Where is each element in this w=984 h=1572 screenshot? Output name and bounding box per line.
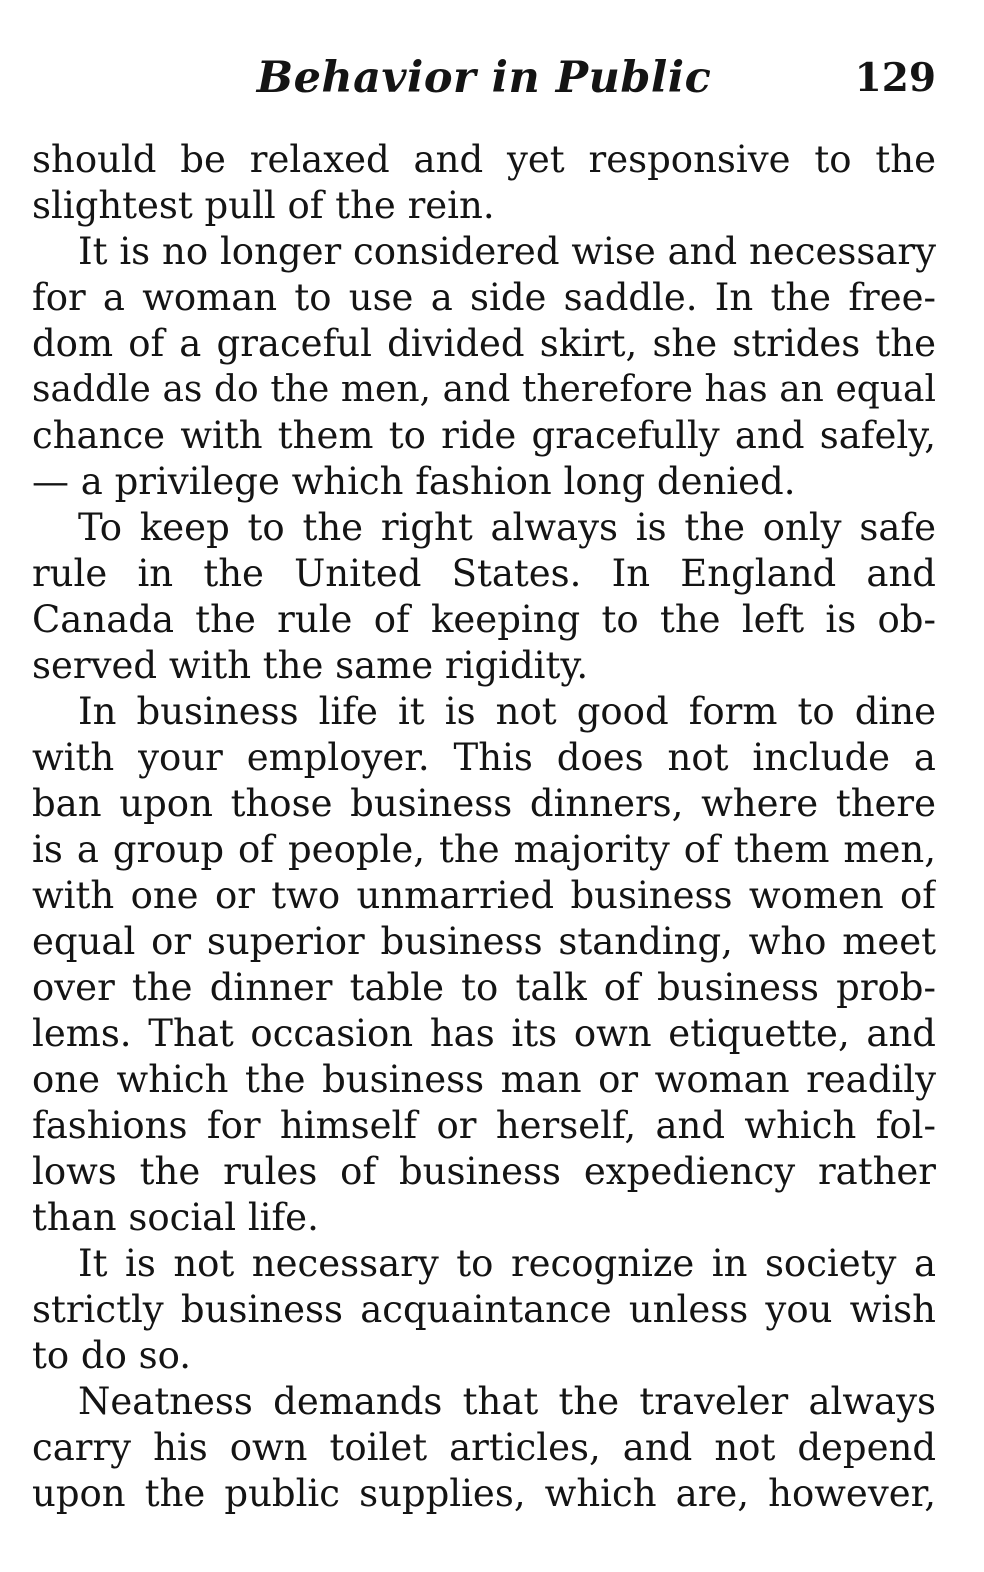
text-line: should be relaxed and yet responsive to the (32, 138, 936, 181)
text-line: To keep to the right always is the only safe (78, 506, 936, 549)
text-line: fashions for himself or herself, and which fol- (32, 1104, 936, 1147)
paragraph-continuation (32, 137, 936, 229)
text-line: chance with them to ride gracefully and safely, (32, 414, 936, 457)
text-line: for a woman to use a side saddle. In the free- (32, 276, 936, 319)
page-number: 129 (854, 55, 936, 101)
text-line: served with the same rigidity. (32, 644, 589, 687)
text-line: lows the rules of business expediency rather (32, 1150, 936, 1193)
text-line: carry his own toilet articles, and not depend (32, 1426, 936, 1469)
paragraph-neatness (32, 1379, 936, 1517)
paragraph-business-life (32, 689, 936, 1241)
text-line: lems. That occasion has its own etiquette, and (32, 1012, 936, 1055)
text-line: than social life. (32, 1196, 319, 1239)
text-line: — a privilege which fashion long denied. (32, 460, 796, 503)
text-line: rule in the United States. In England and (32, 552, 936, 595)
text-line: Canada the rule of keeping to the left is ob- (32, 598, 936, 641)
body-text (32, 137, 936, 1517)
text-line: with your employer. This does not include a (32, 736, 936, 779)
running-title: Behavior in Public (256, 53, 712, 103)
text-line: slightest pull of the rein. (32, 184, 495, 227)
text-line: is a group of people, the majority of them men, (32, 828, 936, 871)
paragraph-side-saddle (32, 229, 936, 505)
text-line: dom of a graceful divided skirt, she strides the (32, 322, 936, 365)
text-line: It is no longer considered wise and necessary (78, 230, 936, 273)
text-line: one which the business man or woman readily (32, 1058, 936, 1101)
text-line: strictly business acquaintance unless you wish (32, 1288, 936, 1331)
paragraph-recognize (32, 1241, 936, 1379)
text-line: equal or superior business standing, who meet (32, 920, 936, 963)
text-line: over the dinner table to talk of business prob- (32, 966, 936, 1009)
running-head (32, 50, 936, 110)
paragraph-keep-right (32, 505, 936, 689)
text-line: ban upon those business dinners, where there (32, 782, 936, 825)
text-line: In business life it is not good form to dine (78, 690, 936, 733)
text-line: It is not necessary to recognize in society a (78, 1242, 936, 1285)
text-line: saddle as do the men, and therefore has an equal (32, 369, 936, 410)
text-line: with one or two unmarried business women of (32, 874, 936, 917)
text-line: upon the public supplies, which are, however, (32, 1472, 936, 1515)
text-line: Neatness demands that the traveler always (78, 1380, 936, 1423)
text-line: to do so. (32, 1334, 192, 1377)
